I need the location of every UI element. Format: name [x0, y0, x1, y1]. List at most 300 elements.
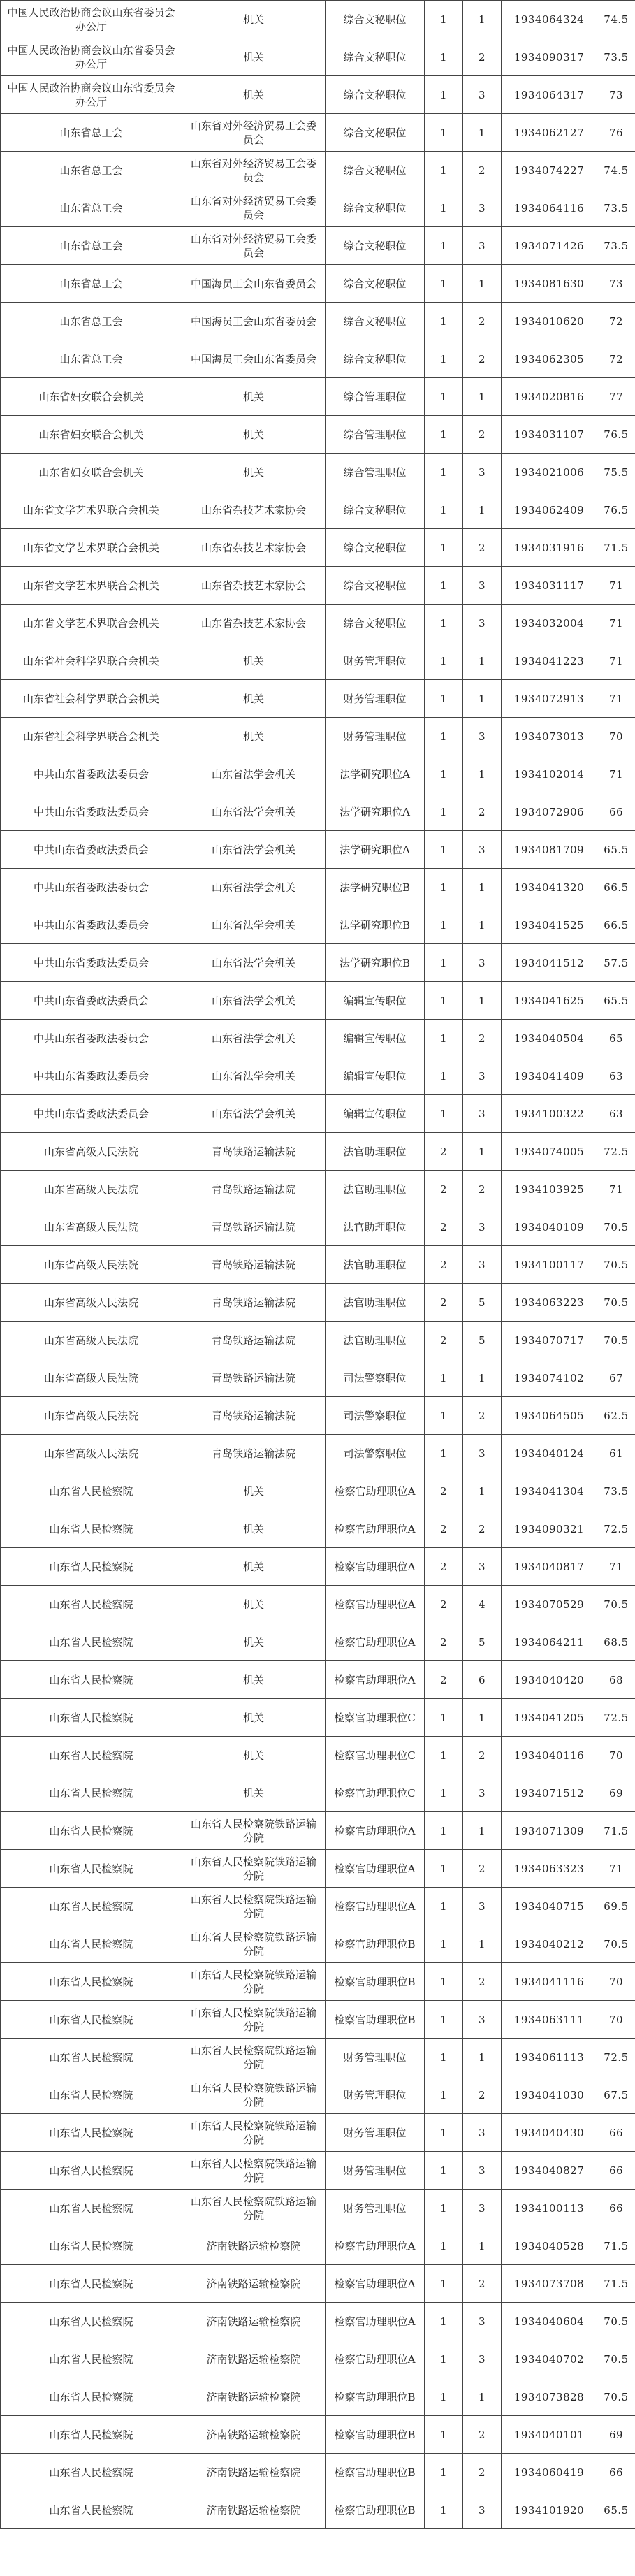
unit-cell: 机关: [182, 1472, 326, 1510]
score-cell: 71: [597, 1850, 635, 1888]
quota-cell: 1: [425, 2416, 463, 2454]
unit-cell: 机关: [182, 1661, 326, 1699]
unit-cell: 山东省法学会机关: [182, 793, 326, 831]
unit-cell: 机关: [182, 642, 326, 680]
agency-cell: 山东省高级人民法院: [1, 1284, 182, 1322]
score-cell: 71.5: [597, 529, 635, 567]
unit-cell: 济南铁路运输检察院: [182, 2378, 326, 2416]
table-row: [1, 340, 635, 378]
agency-cell: 山东省人民检察院: [1, 1510, 182, 1548]
position-cell: 财务管理职位: [326, 718, 425, 755]
score-cell: 72.5: [597, 2039, 635, 2076]
agency-cell: 山东省高级人民法院: [1, 1322, 182, 1359]
quota-cell: 1: [425, 378, 463, 416]
table-row: [1, 1208, 635, 1246]
position-cell: 检察官助理职位A: [326, 1623, 425, 1661]
score-cell: 73: [597, 76, 635, 114]
exam-number-cell: 1934090317: [502, 38, 597, 76]
rank-cell: 2: [463, 303, 502, 340]
exam-number-cell: 1934040109: [502, 1208, 597, 1246]
rank-cell: 3: [463, 1246, 502, 1284]
unit-cell: 济南铁路运输检察院: [182, 2265, 326, 2303]
unit-cell: 机关: [182, 1586, 326, 1623]
position-cell: 检察官助理职位A: [326, 1850, 425, 1888]
unit-cell: 山东省杂技艺术家协会: [182, 491, 326, 529]
score-cell: 72.5: [597, 1699, 635, 1737]
quota-cell: 2: [425, 1548, 463, 1586]
table-row: [1, 1812, 635, 1850]
agency-cell: 山东省人民检察院: [1, 2152, 182, 2190]
position-cell: 法学研究职位B: [326, 906, 425, 944]
agency-cell: 山东省人民检察院: [1, 1472, 182, 1510]
agency-cell: 山东省总工会: [1, 152, 182, 189]
exam-number-cell: 1934100113: [502, 2190, 597, 2227]
position-cell: 财务管理职位: [326, 680, 425, 718]
agency-cell: 中共山东省委政法委员会: [1, 1095, 182, 1133]
rank-cell: 5: [463, 1623, 502, 1661]
exam-number-cell: 1934040212: [502, 1925, 597, 1963]
rank-cell: 3: [463, 2001, 502, 2039]
rank-cell: 1: [463, 869, 502, 906]
quota-cell: 1: [425, 869, 463, 906]
rank-cell: 2: [463, 2265, 502, 2303]
table-row: [1, 38, 635, 76]
quota-cell: 1: [425, 718, 463, 755]
quota-cell: 1: [425, 491, 463, 529]
exam-number-cell: 1934040420: [502, 1661, 597, 1699]
exam-number-cell: 1934041525: [502, 906, 597, 944]
exam-number-cell: 1934073828: [502, 2378, 597, 2416]
rank-cell: 1: [463, 1925, 502, 1963]
agency-cell: 山东省人民检察院: [1, 2454, 182, 2491]
position-cell: 综合文秘职位: [326, 529, 425, 567]
quota-cell: 1: [425, 1699, 463, 1737]
agency-cell: 山东省文学艺术界联合会机关: [1, 605, 182, 642]
unit-cell: 山东省人民检察院铁路运输分院: [182, 2152, 326, 2190]
unit-cell: 山东省人民检察院铁路运输分院: [182, 1850, 326, 1888]
exam-number-cell: 1934040702: [502, 2340, 597, 2378]
agency-cell: 山东省人民检察院: [1, 1737, 182, 1774]
quota-cell: 1: [425, 906, 463, 944]
exam-number-cell: 1934064324: [502, 1, 597, 38]
score-cell: 66: [597, 2454, 635, 2491]
table-row: [1, 1925, 635, 1963]
exam-number-cell: 1934073708: [502, 2265, 597, 2303]
position-cell: 编辑宣传职位: [326, 982, 425, 1020]
exam-number-cell: 1934070717: [502, 1322, 597, 1359]
score-cell: 70: [597, 1963, 635, 2001]
score-cell: 71: [597, 755, 635, 793]
quota-cell: 1: [425, 1925, 463, 1963]
agency-cell: 山东省人民检察院: [1, 1850, 182, 1888]
quota-cell: 1: [425, 605, 463, 642]
position-cell: 法学研究职位B: [326, 869, 425, 906]
quota-cell: 2: [425, 1171, 463, 1208]
quota-cell: 1: [425, 76, 463, 114]
position-cell: 综合文秘职位: [326, 491, 425, 529]
position-cell: 财务管理职位: [326, 2152, 425, 2190]
table-row: [1, 793, 635, 831]
unit-cell: 济南铁路运输检察院: [182, 2340, 326, 2378]
table-row: [1, 1472, 635, 1510]
rank-cell: 1: [463, 1133, 502, 1171]
unit-cell: 机关: [182, 38, 326, 76]
rank-cell: 3: [463, 1888, 502, 1925]
position-cell: 法学研究职位A: [326, 831, 425, 869]
agency-cell: 山东省总工会: [1, 114, 182, 152]
quota-cell: 2: [425, 1661, 463, 1699]
exam-number-cell: 1934041205: [502, 1699, 597, 1737]
quota-cell: 1: [425, 2001, 463, 2039]
agency-cell: 山东省高级人民法院: [1, 1133, 182, 1171]
agency-cell: 山东省人民检察院: [1, 2227, 182, 2265]
agency-cell: 山东省总工会: [1, 265, 182, 303]
table-row: [1, 718, 635, 755]
unit-cell: 山东省人民检察院铁路运输分院: [182, 2039, 326, 2076]
exam-number-cell: 1934074005: [502, 1133, 597, 1171]
position-cell: 法官助理职位: [326, 1322, 425, 1359]
quota-cell: 1: [425, 1963, 463, 2001]
score-cell: 73.5: [597, 38, 635, 76]
rank-cell: 2: [463, 1020, 502, 1057]
exam-number-cell: 1934072913: [502, 680, 597, 718]
unit-cell: 山东省人民检察院铁路运输分院: [182, 1925, 326, 1963]
agency-cell: 山东省人民检察院: [1, 2303, 182, 2340]
score-cell: 70: [597, 2001, 635, 2039]
score-cell: 66.5: [597, 869, 635, 906]
quota-cell: 2: [425, 1472, 463, 1510]
agency-cell: 山东省高级人民法院: [1, 1435, 182, 1472]
rank-cell: 1: [463, 642, 502, 680]
score-cell: 65.5: [597, 831, 635, 869]
exam-number-cell: 1934064116: [502, 189, 597, 227]
quota-cell: 1: [425, 642, 463, 680]
unit-cell: 机关: [182, 1, 326, 38]
position-cell: 法官助理职位: [326, 1171, 425, 1208]
exam-number-cell: 1934021006: [502, 454, 597, 491]
table-row: [1, 2190, 635, 2227]
position-cell: 检察官助理职位B: [326, 1925, 425, 1963]
table-row: [1, 2152, 635, 2190]
table-row: [1, 265, 635, 303]
quota-cell: 1: [425, 227, 463, 265]
agency-cell: 山东省妇女联合会机关: [1, 378, 182, 416]
position-cell: 综合文秘职位: [326, 265, 425, 303]
table-row: [1, 1435, 635, 1472]
score-cell: 65.5: [597, 982, 635, 1020]
score-cell: 70.5: [597, 2340, 635, 2378]
rank-cell: 3: [463, 2114, 502, 2152]
rank-cell: 1: [463, 680, 502, 718]
unit-cell: 山东省人民检察院铁路运输分院: [182, 2001, 326, 2039]
quota-cell: 1: [425, 2303, 463, 2340]
table-row: [1, 2303, 635, 2340]
rank-cell: 2: [463, 152, 502, 189]
exam-number-cell: 1934073013: [502, 718, 597, 755]
table-row: [1, 2076, 635, 2114]
table-row: [1, 1623, 635, 1661]
exam-number-cell: 1934041116: [502, 1963, 597, 2001]
quota-cell: 1: [425, 2454, 463, 2491]
rank-cell: 2: [463, 2454, 502, 2491]
table-row: [1, 2039, 635, 2076]
exam-number-cell: 1934070529: [502, 1586, 597, 1623]
agency-cell: 山东省人民检察院: [1, 2039, 182, 2076]
rank-cell: 3: [463, 2190, 502, 2227]
rank-cell: 1: [463, 491, 502, 529]
score-cell: 66: [597, 793, 635, 831]
position-cell: 综合文秘职位: [326, 76, 425, 114]
table-row: [1, 1737, 635, 1774]
table-row: [1, 1888, 635, 1925]
quota-cell: 1: [425, 152, 463, 189]
agency-cell: 山东省高级人民法院: [1, 1208, 182, 1246]
position-cell: 综合文秘职位: [326, 227, 425, 265]
score-cell: 68.5: [597, 1623, 635, 1661]
agency-cell: 山东省人民检察院: [1, 1963, 182, 2001]
agency-cell: 山东省总工会: [1, 189, 182, 227]
table-row: [1, 2340, 635, 2378]
quota-cell: 1: [425, 755, 463, 793]
position-cell: 编辑宣传职位: [326, 1020, 425, 1057]
position-cell: 检察官助理职位B: [326, 2001, 425, 2039]
agency-cell: 山东省妇女联合会机关: [1, 416, 182, 454]
rank-cell: 1: [463, 2227, 502, 2265]
agency-cell: 山东省文学艺术界联合会机关: [1, 491, 182, 529]
exam-number-cell: 1934103925: [502, 1171, 597, 1208]
rank-cell: 1: [463, 906, 502, 944]
quota-cell: 1: [425, 680, 463, 718]
position-cell: 财务管理职位: [326, 2114, 425, 2152]
rank-cell: 1: [463, 378, 502, 416]
rank-cell: 3: [463, 2340, 502, 2378]
exam-number-cell: 1934041030: [502, 2076, 597, 2114]
score-cell: 65.5: [597, 2491, 635, 2529]
unit-cell: 青岛铁路运输法院: [182, 1171, 326, 1208]
position-cell: 法学研究职位A: [326, 793, 425, 831]
table-row: [1, 416, 635, 454]
table-row: [1, 605, 635, 642]
quota-cell: 1: [425, 114, 463, 152]
position-cell: 检察官助理职位B: [326, 2378, 425, 2416]
quota-cell: 1: [425, 2265, 463, 2303]
position-cell: 检察官助理职位A: [326, 1548, 425, 1586]
exam-number-cell: 1934040101: [502, 2416, 597, 2454]
exam-number-cell: 1934063223: [502, 1284, 597, 1322]
table-row: [1, 2378, 635, 2416]
score-cell: 63: [597, 1057, 635, 1095]
exam-number-cell: 1934074102: [502, 1359, 597, 1397]
exam-number-cell: 1934071309: [502, 1812, 597, 1850]
quota-cell: 1: [425, 529, 463, 567]
rank-cell: 3: [463, 2303, 502, 2340]
position-cell: 财务管理职位: [326, 642, 425, 680]
quota-cell: 1: [425, 265, 463, 303]
rank-cell: 3: [463, 1774, 502, 1812]
exam-number-cell: 1934081709: [502, 831, 597, 869]
exam-number-cell: 1934063111: [502, 2001, 597, 2039]
unit-cell: 机关: [182, 76, 326, 114]
rank-cell: 1: [463, 2378, 502, 2416]
agency-cell: 山东省文学艺术界联合会机关: [1, 529, 182, 567]
exam-number-cell: 1934041320: [502, 869, 597, 906]
agency-cell: 山东省社会科学界联合会机关: [1, 642, 182, 680]
position-cell: 综合文秘职位: [326, 303, 425, 340]
agency-cell: 山东省人民检察院: [1, 1812, 182, 1850]
score-cell: 67.5: [597, 2076, 635, 2114]
quota-cell: 1: [425, 1812, 463, 1850]
rank-cell: 3: [463, 1057, 502, 1095]
exam-number-cell: 1934102014: [502, 755, 597, 793]
rank-cell: 5: [463, 1284, 502, 1322]
table-row: [1, 1699, 635, 1737]
position-cell: 司法警察职位: [326, 1397, 425, 1435]
rank-cell: 3: [463, 1208, 502, 1246]
unit-cell: 机关: [182, 1737, 326, 1774]
unit-cell: 山东省杂技艺术家协会: [182, 567, 326, 605]
unit-cell: 山东省法学会机关: [182, 1095, 326, 1133]
exam-number-cell: 1934060419: [502, 2454, 597, 2491]
quota-cell: 2: [425, 1510, 463, 1548]
rank-cell: 3: [463, 605, 502, 642]
score-cell: 65: [597, 1020, 635, 1057]
rank-cell: 2: [463, 416, 502, 454]
agency-cell: 中共山东省委政法委员会: [1, 1020, 182, 1057]
position-cell: 财务管理职位: [326, 2190, 425, 2227]
position-cell: 法学研究职位B: [326, 944, 425, 982]
table-row: [1, 2491, 635, 2529]
table-row: [1, 2416, 635, 2454]
rank-cell: 4: [463, 1586, 502, 1623]
score-cell: 67: [597, 1359, 635, 1397]
agency-cell: 山东省人民检察院: [1, 2190, 182, 2227]
quota-cell: 2: [425, 1133, 463, 1171]
agency-cell: 山东省人民检察院: [1, 1623, 182, 1661]
score-cell: 71: [597, 1548, 635, 1586]
rank-cell: 3: [463, 1435, 502, 1472]
quota-cell: 1: [425, 1057, 463, 1095]
quota-cell: 1: [425, 1397, 463, 1435]
exam-number-cell: 1934062127: [502, 114, 597, 152]
score-cell: 70: [597, 1737, 635, 1774]
score-cell: 70.5: [597, 1586, 635, 1623]
exam-number-cell: 1934061113: [502, 2039, 597, 2076]
table-row: [1, 869, 635, 906]
rank-cell: 3: [463, 454, 502, 491]
score-cell: 71: [597, 642, 635, 680]
quota-cell: 2: [425, 1208, 463, 1246]
agency-cell: 山东省总工会: [1, 340, 182, 378]
exam-number-cell: 1934041512: [502, 944, 597, 982]
table-row: [1, 1095, 635, 1133]
unit-cell: 机关: [182, 1548, 326, 1586]
table-row: [1, 189, 635, 227]
exam-number-cell: 1934041223: [502, 642, 597, 680]
unit-cell: 山东省法学会机关: [182, 831, 326, 869]
table-row: [1, 76, 635, 114]
position-cell: 综合文秘职位: [326, 152, 425, 189]
agency-cell: 中共山东省委政法委员会: [1, 831, 182, 869]
quota-cell: 1: [425, 340, 463, 378]
position-cell: 检察官助理职位A: [326, 2303, 425, 2340]
agency-cell: 山东省人民检察院: [1, 1586, 182, 1623]
exam-number-cell: 1934100322: [502, 1095, 597, 1133]
position-cell: 检察官助理职位B: [326, 1963, 425, 2001]
rank-cell: 5: [463, 1322, 502, 1359]
agency-cell: 山东省人民检察院: [1, 2076, 182, 2114]
position-cell: 检察官助理职位A: [326, 2340, 425, 2378]
rank-cell: 1: [463, 755, 502, 793]
rank-cell: 1: [463, 1, 502, 38]
unit-cell: 山东省杂技艺术家协会: [182, 529, 326, 567]
agency-cell: 山东省人民检察院: [1, 2378, 182, 2416]
score-cell: 57.5: [597, 944, 635, 982]
rank-cell: 3: [463, 2152, 502, 2190]
position-cell: 法官助理职位: [326, 1133, 425, 1171]
unit-cell: 山东省人民检察院铁路运输分院: [182, 1812, 326, 1850]
agency-cell: 山东省人民检察院: [1, 2001, 182, 2039]
unit-cell: 机关: [182, 378, 326, 416]
table-row: [1, 680, 635, 718]
rank-cell: 3: [463, 567, 502, 605]
exam-number-cell: 1934031107: [502, 416, 597, 454]
score-cell: 72: [597, 340, 635, 378]
table-row: [1, 944, 635, 982]
table-row: [1, 2114, 635, 2152]
score-cell: 76.5: [597, 491, 635, 529]
position-cell: 检察官助理职位C: [326, 1737, 425, 1774]
unit-cell: 山东省人民检察院铁路运输分院: [182, 2190, 326, 2227]
unit-cell: 济南铁路运输检察院: [182, 2227, 326, 2265]
position-cell: 综合文秘职位: [326, 1, 425, 38]
score-cell: 73.5: [597, 189, 635, 227]
position-cell: 财务管理职位: [326, 2039, 425, 2076]
agency-cell: 山东省社会科学界联合会机关: [1, 718, 182, 755]
agency-cell: 山东省人民检察院: [1, 1925, 182, 1963]
score-cell: 70.5: [597, 1925, 635, 1963]
score-cell: 70: [597, 718, 635, 755]
unit-cell: 山东省对外经济贸易工会委员会: [182, 227, 326, 265]
agency-cell: 山东省人民检察院: [1, 2491, 182, 2529]
unit-cell: 机关: [182, 1510, 326, 1548]
unit-cell: 山东省人民检察院铁路运输分院: [182, 2076, 326, 2114]
exam-number-cell: 1934100117: [502, 1246, 597, 1284]
rank-cell: 3: [463, 944, 502, 982]
agency-cell: 山东省人民检察院: [1, 1699, 182, 1737]
table-row: [1, 567, 635, 605]
agency-cell: 山东省总工会: [1, 303, 182, 340]
agency-cell: 中共山东省委政法委员会: [1, 906, 182, 944]
unit-cell: 山东省杂技艺术家协会: [182, 605, 326, 642]
rank-cell: 3: [463, 189, 502, 227]
unit-cell: 山东省法学会机关: [182, 1020, 326, 1057]
score-cell: 62.5: [597, 1397, 635, 1435]
position-cell: 财务管理职位: [326, 2076, 425, 2114]
table-row: [1, 1284, 635, 1322]
table-row: [1, 1963, 635, 2001]
position-cell: 综合管理职位: [326, 416, 425, 454]
unit-cell: 青岛铁路运输法院: [182, 1246, 326, 1284]
position-cell: 司法警察职位: [326, 1435, 425, 1472]
position-cell: 检察官助理职位A: [326, 2265, 425, 2303]
position-cell: 法学研究职位A: [326, 755, 425, 793]
table-row: [1, 227, 635, 265]
unit-cell: 济南铁路运输检察院: [182, 2454, 326, 2491]
quota-cell: 2: [425, 1322, 463, 1359]
exam-number-cell: 1934040528: [502, 2227, 597, 2265]
table-row: [1, 2001, 635, 2039]
exam-number-cell: 1934101920: [502, 2491, 597, 2529]
